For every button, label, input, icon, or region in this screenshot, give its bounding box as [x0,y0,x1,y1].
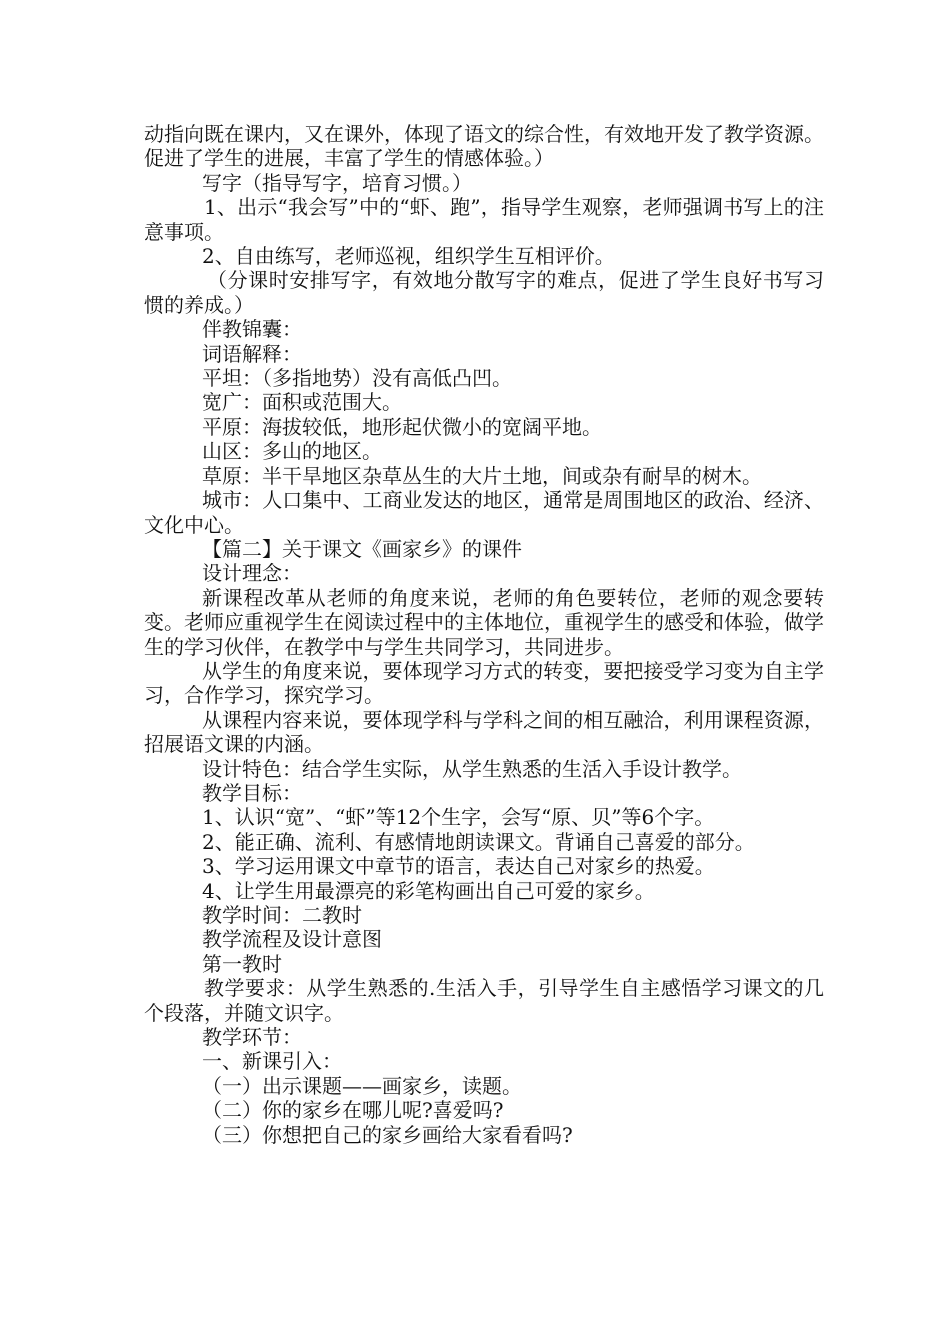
paragraph: 从课程内容来说，要体现学科与学科之间的相互融洽，利用课程资源，招展语文课的内涵。 [144,707,824,757]
paragraph: 平原：海拔较低，地形起伏微小的宽阔平地。 [202,414,602,439]
paragraph: 第一教时 [202,951,282,976]
paragraph: 从学生的角度来说，要体现学习方式的转变，要把接受学习变为自主学习，合作学习，探究学习。 [144,658,824,708]
paragraph: 一、新课引入： [202,1049,342,1074]
paragraph: （分课时安排写字，有效地分散写字的难点，促进了学生良好书写习惯的养成。） [144,268,824,317]
paragraph: 设计特色：结合学生实际，从学生熟悉的生活入手设计教学。 [202,756,742,781]
paragraph: 教学流程及设计意图 [202,927,382,952]
paragraph: 2、能正确、流利、有感情地朗读课文。背诵自己喜爱的部分。 [202,829,755,854]
paragraph: 2、自由练写，老师巡视，组织学生互相评价。 [202,244,615,269]
paragraph: 1、认识“宽”、“虾”等12个生字，会写“原、贝”等6个字。 [202,805,715,830]
paragraph: 教学环节： [202,1025,302,1050]
paragraph: 草原：半干旱地区杂草丛生的大片土地，间或杂有耐旱的树木。 [202,463,762,488]
paragraph: 1、出示“我会写”中的“虾、跑”，指导学生观察，老师强调书写上的注意事项。 [144,195,824,244]
paragraph: 伴教锦囊： [202,317,302,342]
paragraph: 新课程改革从老师的角度来说，老师的角色要转位，老师的观念要转变。老师应重视学生在阅读过程中的主体地位，重视学生的感受和体验，做学生的学习伙伴，在教学中与学生共同学习，共同进步。 [144,585,824,659]
paragraph: 教学要求：从学生熟悉的.生活入手，引导学生自主感悟学习课文的几个段落，并随文识字。 [144,976,824,1025]
paragraph: （一）出示课题——画家乡，读题。 [202,1073,522,1098]
paragraph: 山区：多山的地区。 [202,439,382,464]
paragraph: 4、让学生用最漂亮的彩笔构画出自己可爱的家乡。 [202,878,655,903]
document-body [144,122,824,1147]
paragraph: 写字（指导写字，培育习惯。） [202,170,472,195]
paragraph: 平坦：（多指地势）没有高低凸凹。 [202,366,512,391]
paragraph: 词语解释： [202,341,302,366]
paragraph: 教学时间：二教时 [202,903,362,927]
paragraph: （三）你想把自己的家乡画给大家看看吗? [202,1122,573,1147]
paragraph: 动指向既在课内，又在课外，体现了语文的综合性，有效地开发了教学资源。促进了学生的进展，丰富了学生的情感体验。） [144,122,824,171]
section-heading: 【篇二】关于课文《画家乡》的课件 [202,536,522,561]
paragraph: （二）你的家乡在哪儿呢?喜爱吗? [202,1098,504,1123]
paragraph: 设计理念： [202,561,302,586]
paragraph: 3、学习运用课文中章节的语言，表达自己对家乡的热爱。 [202,854,715,879]
paragraph: 城市：人口集中、工商业发达的地区，通常是周围地区的政治、经济、文化中心。 [144,488,824,537]
paragraph: 教学目标： [202,780,302,805]
paragraph: 宽广：面积或范围大。 [202,390,402,415]
